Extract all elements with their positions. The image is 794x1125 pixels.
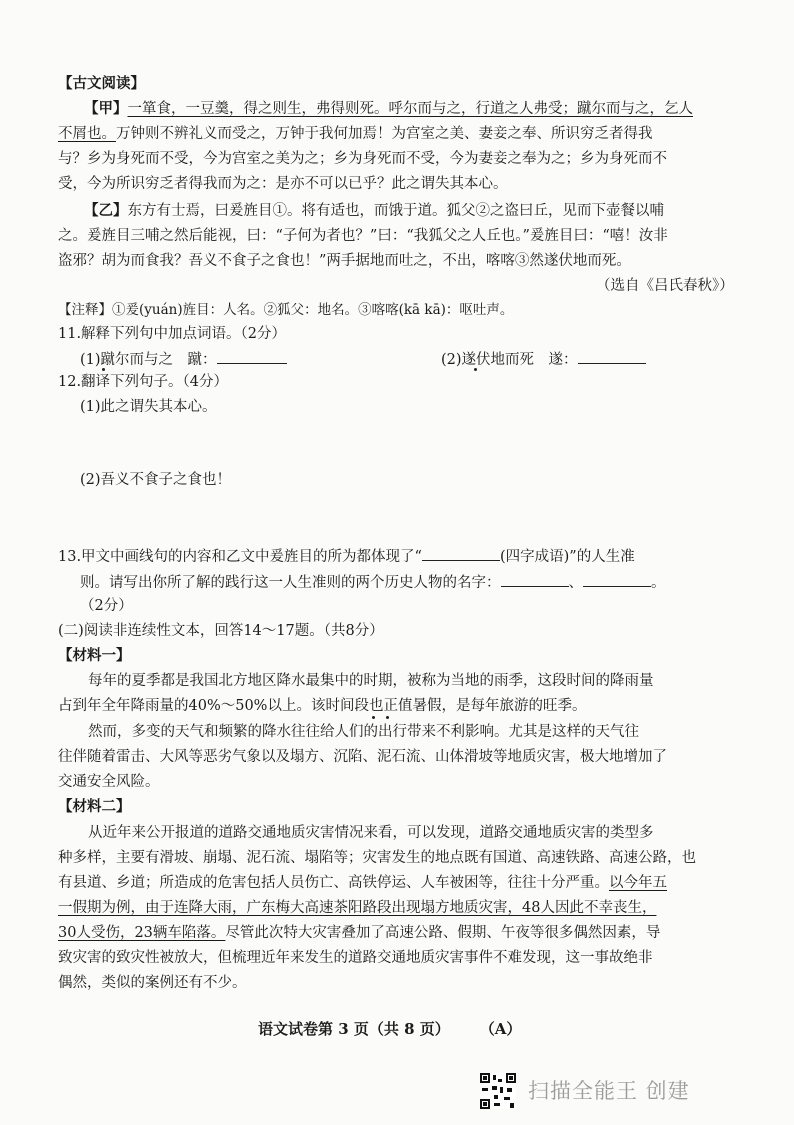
- passage-yi-line-2: 之。爰旌目三哺之然后能视，曰：“子何为者也？”曰：“我狐父之人丘也。”爰旌目曰：“嘻！汝非: [58, 228, 668, 244]
- material-2-title: 【材料二】: [58, 798, 131, 815]
- yi-text: 东方有士焉，曰爰旌目①。将有适也，而饿于道。狐父②之盗曰丘，见而下壶餐以哺: [127, 203, 664, 219]
- material-2-underlined: 以今年五: [609, 875, 667, 891]
- question-11: 11.解释下列句中加点词语。（2分）: [58, 326, 287, 342]
- qr-code-icon: [480, 1073, 516, 1109]
- question-12: 12.翻译下列句子。（4分）: [58, 374, 229, 390]
- material-1-line-3: 然而，多变的天气和频繁的降水往往给人们的出行带来不利影响。尤其是这样的天气往: [88, 724, 639, 740]
- question-11-2: [441, 349, 646, 370]
- answer-blank[interactable]: [583, 572, 651, 587]
- jia-label: 【甲】: [84, 100, 128, 117]
- material-2-line-3: [58, 873, 667, 893]
- passage-yi-line-1: [84, 201, 664, 221]
- emphasis-dot: [102, 368, 105, 371]
- page-footer: [258, 1018, 521, 1039]
- passage-jia-line-1: [84, 99, 693, 119]
- material-2-text: 有县道、乡道；所造成的危害包括人员伤亡、高铁停运、人车被困等，往往十分严重。: [58, 875, 609, 891]
- material-2-line-6: 致灾害的致灾性被放大，但梳理近年来发生的道路交通地质灾害事件不难发现，这一事故绝非: [58, 950, 653, 966]
- page-number: 语文试卷第 3 页（共 8 页）: [258, 1020, 450, 1038]
- material-2-text: 尽管此次特大灾害叠加了高速公路、假期、午夜等很多偶然因素，导: [225, 925, 661, 941]
- material-2-line-1: 从近年来公开报道的道路交通地质灾害情况来看，可以发现，道路交通地质灾害的类型多: [88, 825, 654, 841]
- material-2-underlined: 30人受伤，23辆车陷落。: [58, 925, 226, 941]
- jia-text: 万钟则不辨礼义而受之，万钟于我何加焉！为宫室之美、妻妾之奉、所识穷乏者得我: [116, 126, 653, 142]
- question-12-2: (2)吾义不食子之食也！: [80, 472, 232, 488]
- section-2-heading: (二)阅读非连续性文本，回答14～17题。（共8分）: [58, 623, 384, 639]
- question-13-line-2: [80, 572, 666, 593]
- emphasis-dot: [386, 716, 389, 719]
- jia-underlined: 不屑也。: [58, 126, 116, 142]
- yi-label: 【乙】: [84, 202, 128, 219]
- question-11-2-text: (2)遂伏地而死 遂：: [441, 352, 578, 368]
- passage-yi-line-3: 盗邪？胡为而食我？吾义不食子之食也！”两手据地而吐之，不出，喀喀③然遂伏地而死。: [58, 253, 631, 269]
- question-13-line-1: [58, 546, 635, 567]
- question-11-1-text: (1)蹴尔而与之 蹴：: [80, 352, 217, 368]
- material-2-line-4: 一假期为例，由于连降大雨，广东梅大高速茶阳路段出现塌方地质灾害，48人因此不幸丧生，: [58, 900, 657, 916]
- material-2-line-2: 种多样，主要有滑坡、崩塌、泥石流、塌陷等；灾害发生的地点既有国道、高速铁路、高速公路，也: [58, 850, 696, 866]
- material-1-title: 【材料一】: [58, 647, 131, 664]
- passage-jia-line-2: [58, 124, 653, 144]
- annotation-notes: 【注释】①爰(yuán)旌目：人名。②狐父：地名。③喀喀(kā kā)：呕吐声。: [58, 302, 514, 318]
- emphasis-dot: [474, 368, 477, 371]
- material-2-line-5: [58, 923, 660, 943]
- material-1-line-5: 交通安全风险。: [58, 774, 160, 790]
- jia-text: 一箪食，一豆羹，得之则生，弗得则死。呼尔而与之，行道之人弗受；蹴尔而与之，乞人: [127, 101, 693, 117]
- material-1-line-2: 占到年全年降雨量的40%～50%以上。该时间段也正值暑假，是每年旅游的旺季。: [58, 698, 587, 714]
- section-heading: 【古文阅读】: [58, 75, 145, 92]
- answer-blank[interactable]: [217, 349, 287, 364]
- passage-source: （选自《吕氏春秋》）: [596, 278, 734, 294]
- separator: 、: [568, 575, 583, 591]
- question-13-score: （2分）: [80, 598, 133, 614]
- question-12-1: (1)此之谓失其本心。: [80, 399, 217, 415]
- material-1-line-1: 每年的夏季都是我国北方地区降水最集中的时期，被称为当地的雨季，这段时间的降雨量: [88, 673, 654, 689]
- question-13-text: 13.甲文中画线句的内容和乙文中爰旌目的所为都体现了“: [58, 549, 422, 565]
- passage-jia-line-3: 与？乡为身死而不受，今为宫室之美为之；乡为身死而不受，今为妻妾之奉为之；乡为身死而不: [58, 151, 667, 167]
- emphasis-dot: [372, 716, 375, 719]
- answer-blank[interactable]: [501, 572, 569, 587]
- question-11-1: [80, 349, 287, 370]
- answer-blank[interactable]: [578, 349, 646, 364]
- period: 。: [651, 575, 666, 591]
- material-2-line-7: 偶然，类似的案例还有不少。: [58, 975, 247, 991]
- question-13-text: 则。请写出你所了解的践行这一人生准则的两个历史人物的名字：: [80, 575, 501, 591]
- answer-blank[interactable]: [422, 546, 500, 561]
- material-1-line-4: 往伴随着雷击、大风等恶劣气象以及塌方、沉陷、泥石流、山体滑坡等地质灾害，极大地增加了: [58, 749, 667, 765]
- passage-jia-line-4: 受，今为所识穷乏者得我而为之：是亦不可以已乎？此之谓失其本心。: [58, 176, 508, 192]
- watermark: 扫描全能王 创建: [528, 1079, 690, 1103]
- question-13-text: (四字成语)”的人生准: [499, 549, 635, 565]
- version-label: （A）: [479, 1020, 522, 1038]
